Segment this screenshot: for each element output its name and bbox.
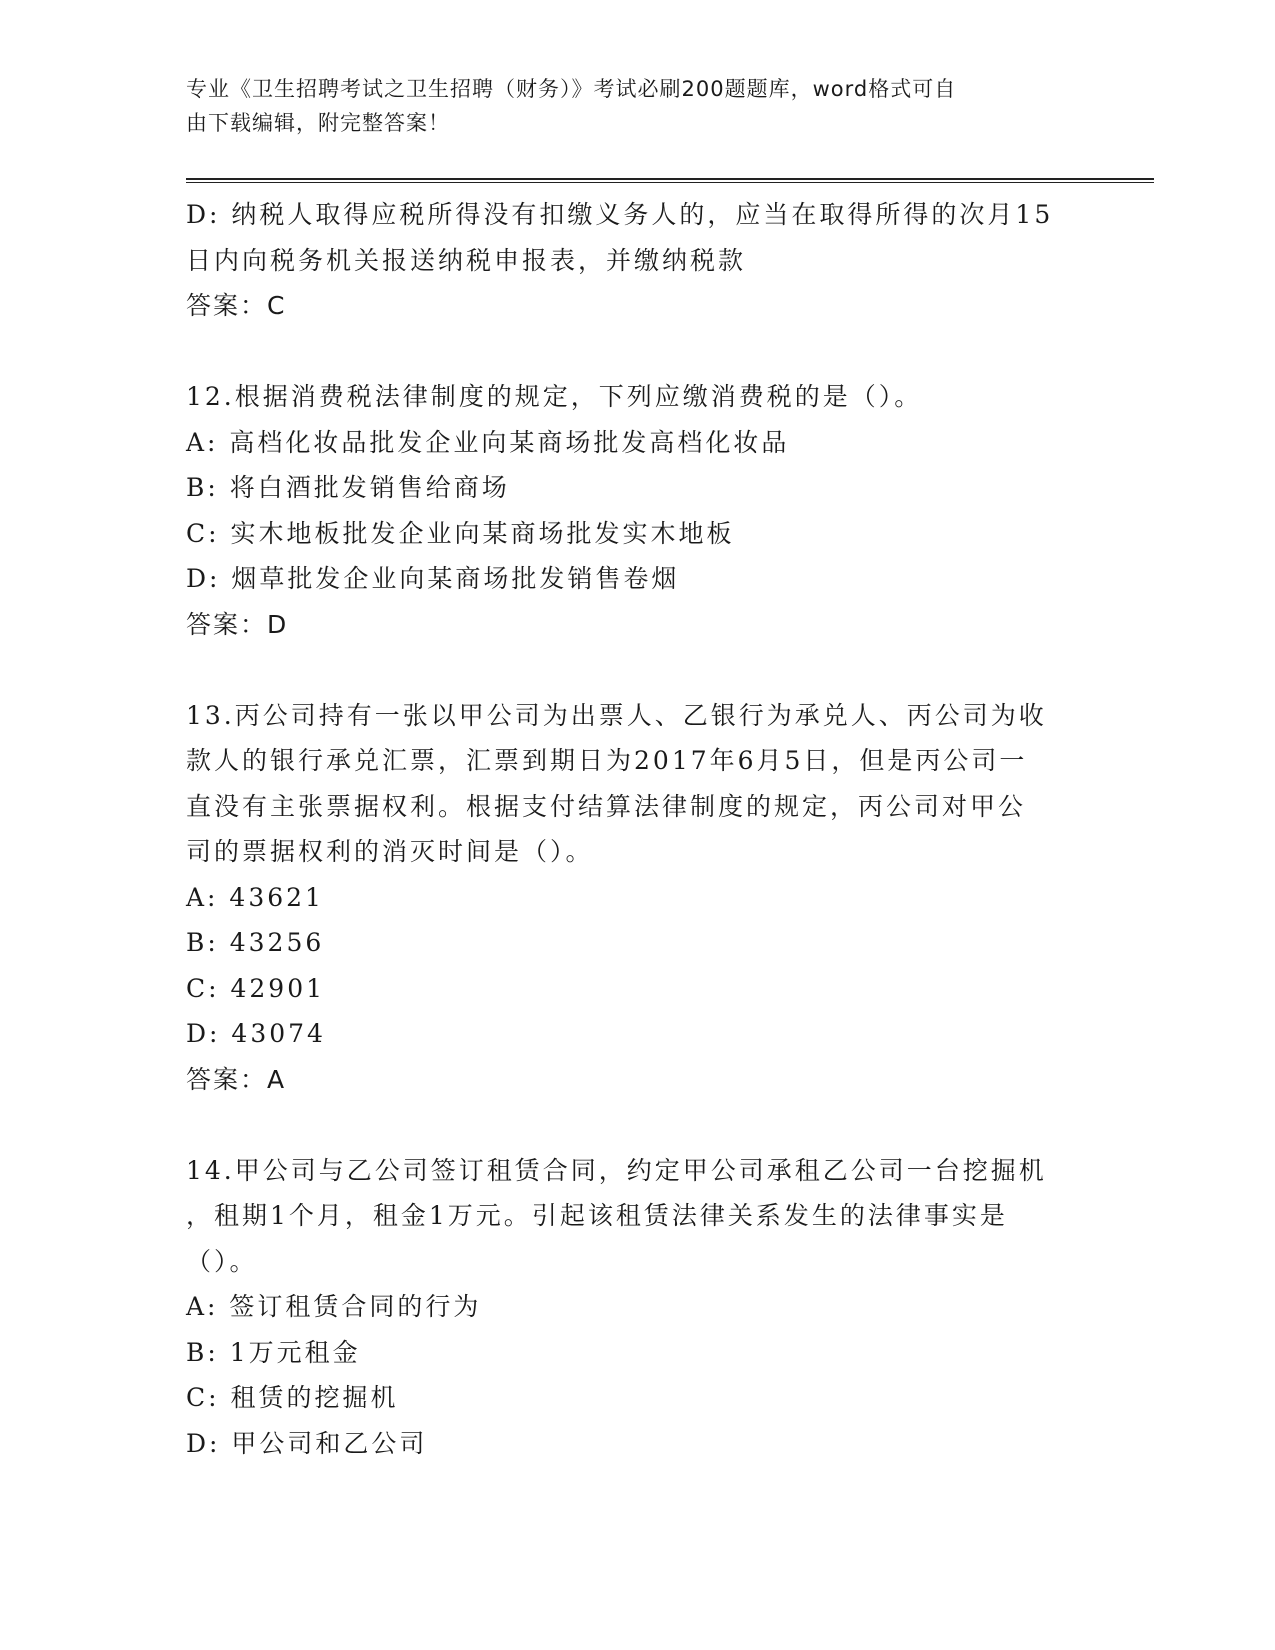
question-list <box>186 192 1086 1466</box>
question-stem: 14.甲公司与乙公司签订租赁合同，约定甲公司承租乙公司一台挖掘机 <box>186 1155 1047 1185</box>
option-d: D: 43074 <box>186 1019 326 1048</box>
option-a: A: 43621 <box>186 882 324 912</box>
option-a: A: 签订租赁合同的行为 <box>186 1292 482 1321</box>
question-stem-continued: （）。 <box>186 1246 258 1276</box>
option-d: D: 甲公司和乙公司 <box>186 1428 428 1458</box>
answer: 答案：C <box>186 291 287 320</box>
question-13 <box>186 693 1086 1103</box>
option-b: B: 将白酒批发销售给商场 <box>186 473 510 502</box>
option-d: D: 烟草批发企业向某商场批发销售卷烟 <box>186 564 680 593</box>
question-stem: 13.丙公司持有一张以甲公司为出票人、乙银行为承兑人、丙公司为收 <box>186 700 1047 730</box>
question-14 <box>186 1148 1086 1467</box>
question-stem: 12.根据消费税法律制度的规定，下列应缴消费税的是（）。 <box>186 382 923 411</box>
question-11 <box>186 192 1086 329</box>
option-b: B: 43256 <box>186 928 325 957</box>
option-d: D: 纳税人取得应税所得没有扣缴义务人的，应当在取得所得的次月15 <box>186 200 1054 229</box>
option-c: C: 42901 <box>186 973 326 1003</box>
question-12 <box>186 374 1086 647</box>
option-a: A: 高档化妆品批发企业向某商场批发高档化妆品 <box>186 427 790 457</box>
header-line-2: 由下载编辑，附完整答案！ <box>186 111 450 135</box>
question-stem-continued: 款人的银行承兑汇票，汇票到期日为2017年6月5日，但是丙公司一 <box>186 746 1028 775</box>
spacer <box>186 329 1086 375</box>
header-divider <box>186 178 1154 183</box>
spacer <box>186 647 1086 693</box>
document-header <box>186 72 1086 140</box>
answer: 答案：D <box>186 609 289 639</box>
option-c: C: 实木地板批发企业向某商场批发实木地板 <box>186 518 735 548</box>
question-stem-continued: 司的票据权利的消灭时间是（）。 <box>186 837 594 866</box>
spacer <box>186 1102 1086 1148</box>
option-c: C: 租赁的挖掘机 <box>186 1383 399 1412</box>
answer: 答案：A <box>186 1064 287 1094</box>
option-b: B: 1万元租金 <box>186 1337 361 1367</box>
question-stem-continued: 直没有主张票据权利。根据支付结算法律制度的规定，丙公司对甲公 <box>186 791 1027 821</box>
question-stem-continued: ，租期1个月，租金1万元。引起该租赁法律关系发生的法律事实是 <box>186 1201 1008 1230</box>
header-line-1: 专业《卫生招聘考试之卫生招聘（财务）》考试必刷200题题库，word格式可自 <box>186 77 957 101</box>
option-d-continued: 日内向税务机关报送纳税申报表，并缴纳税款 <box>186 245 747 275</box>
